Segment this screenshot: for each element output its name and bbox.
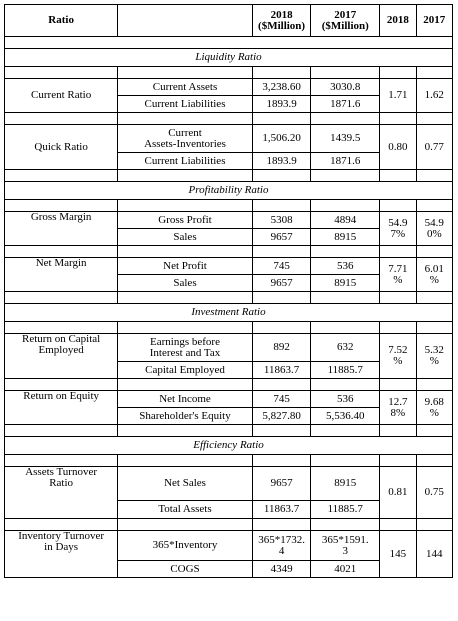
denominator-label: Sales bbox=[118, 275, 253, 292]
section-profitability bbox=[5, 182, 453, 200]
section-investment bbox=[5, 304, 453, 322]
header-2017: 2017 bbox=[416, 5, 452, 37]
value-2017: 1439.5 bbox=[311, 125, 380, 153]
ratio-name: Return on Equity bbox=[5, 391, 118, 425]
header-2017-million: 2017 ($Million) bbox=[311, 5, 380, 37]
row-inventory-days-num bbox=[5, 531, 453, 561]
denominator-label: Sales bbox=[118, 229, 253, 246]
denominator-label: Shareholder's Equity bbox=[118, 408, 253, 425]
spacer-row bbox=[5, 379, 453, 391]
section-title: Efficiency Ratio bbox=[5, 437, 453, 455]
spacer-row bbox=[5, 170, 453, 182]
value-2018: 1,506.20 bbox=[252, 125, 311, 153]
value-2018: 9657 bbox=[252, 229, 311, 246]
numerator-label: Net Profit bbox=[118, 258, 253, 275]
spacer-row bbox=[5, 246, 453, 258]
ratio-2018: 0.81 bbox=[380, 467, 416, 519]
section-efficiency bbox=[5, 437, 453, 455]
row-roe-num bbox=[5, 391, 453, 408]
spacer-row bbox=[5, 455, 453, 467]
value-2018: 5308 bbox=[252, 212, 311, 229]
ratio-2017: 9.68 % bbox=[416, 391, 452, 425]
spacer-row bbox=[5, 200, 453, 212]
row-asset-turnover-num bbox=[5, 467, 453, 501]
spacer-row bbox=[5, 322, 453, 334]
ratio-name: Assets Turnover Ratio bbox=[5, 467, 118, 519]
spacer-row bbox=[5, 425, 453, 437]
ratio-2017: 54.9 0% bbox=[416, 212, 452, 246]
numerator-label: 365*Inventory bbox=[118, 531, 253, 561]
ratio-2018: 7.52 % bbox=[380, 334, 416, 379]
header-ratio: Ratio bbox=[5, 5, 118, 37]
section-title: Profitability Ratio bbox=[5, 182, 453, 200]
denominator-label: Total Assets bbox=[118, 501, 253, 519]
spacer-row bbox=[5, 519, 453, 531]
ratio-2018: 7.71 % bbox=[380, 258, 416, 292]
numerator-label: Earnings before Interest and Tax bbox=[118, 334, 253, 362]
value-2017: 3030.8 bbox=[311, 79, 380, 96]
value-2018: 745 bbox=[252, 391, 311, 408]
value-2018: 11863.7 bbox=[252, 362, 311, 379]
denominator-label: COGS bbox=[118, 561, 253, 578]
spacer-row bbox=[5, 292, 453, 304]
denominator-label: Current Liabilities bbox=[118, 153, 253, 170]
ratio-2018: 145 bbox=[380, 531, 416, 578]
header-2018-million: 2018 ($Million) bbox=[252, 5, 311, 37]
value-2018: 9657 bbox=[252, 467, 311, 501]
ratio-2018: 54.9 7% bbox=[380, 212, 416, 246]
ratio-2017: 0.75 bbox=[416, 467, 452, 519]
value-2017: 11885.7 bbox=[311, 362, 380, 379]
ratio-name: Return on Capital Employed bbox=[5, 334, 118, 379]
section-liquidity bbox=[5, 49, 453, 67]
row-gross-margin-num bbox=[5, 212, 453, 229]
value-2018: 1893.9 bbox=[252, 96, 311, 113]
value-2018: 365*1732. 4 bbox=[252, 531, 311, 561]
value-2017: 8915 bbox=[311, 467, 380, 501]
ratio-name: Gross Margin bbox=[5, 212, 118, 246]
row-net-margin-num bbox=[5, 258, 453, 275]
numerator-label: Current Assets-Inventories bbox=[118, 125, 253, 153]
value-2017: 8915 bbox=[311, 275, 380, 292]
value-2017: 632 bbox=[311, 334, 380, 362]
denominator-label: Current Liabilities bbox=[118, 96, 253, 113]
value-2017: 365*1591. 3 bbox=[311, 531, 380, 561]
value-2017: 5,536.40 bbox=[311, 408, 380, 425]
row-current-ratio-num bbox=[5, 79, 453, 96]
spacer-row bbox=[5, 113, 453, 125]
numerator-label: Net Sales bbox=[118, 467, 253, 501]
ratio-2018: 12.7 8% bbox=[380, 391, 416, 425]
ratio-2018: 0.80 bbox=[380, 125, 416, 170]
value-2018: 892 bbox=[252, 334, 311, 362]
ratio-2017: 144 bbox=[416, 531, 452, 578]
value-2018: 5,827.80 bbox=[252, 408, 311, 425]
ratio-name: Quick Ratio bbox=[5, 125, 118, 170]
value-2018: 3,238.60 bbox=[252, 79, 311, 96]
ratio-name: Net Margin bbox=[5, 258, 118, 292]
ratio-name: Inventory Turnover in Days bbox=[5, 531, 118, 578]
header-2018: 2018 bbox=[380, 5, 416, 37]
section-title: Liquidity Ratio bbox=[5, 49, 453, 67]
numerator-label: Current Assets bbox=[118, 79, 253, 96]
value-2017: 1871.6 bbox=[311, 96, 380, 113]
value-2017: 536 bbox=[311, 391, 380, 408]
ratio-name: Current Ratio bbox=[5, 79, 118, 113]
header-row bbox=[5, 5, 453, 37]
value-2017: 11885.7 bbox=[311, 501, 380, 519]
value-2017: 1871.6 bbox=[311, 153, 380, 170]
numerator-label: Net Income bbox=[118, 391, 253, 408]
row-roce-num bbox=[5, 334, 453, 362]
spacer-row bbox=[5, 37, 453, 49]
spacer-row bbox=[5, 67, 453, 79]
value-2017: 8915 bbox=[311, 229, 380, 246]
header-blank bbox=[118, 5, 253, 37]
denominator-label: Capital Employed bbox=[118, 362, 253, 379]
value-2018: 9657 bbox=[252, 275, 311, 292]
ratio-2017: 5.32 % bbox=[416, 334, 452, 379]
numerator-label: Gross Profit bbox=[118, 212, 253, 229]
value-2017: 536 bbox=[311, 258, 380, 275]
ratio-2017: 1.62 bbox=[416, 79, 452, 113]
ratio-2017: 6.01 % bbox=[416, 258, 452, 292]
value-2017: 4021 bbox=[311, 561, 380, 578]
ratio-2018: 1.71 bbox=[380, 79, 416, 113]
ratio-2017: 0.77 bbox=[416, 125, 452, 170]
value-2018: 745 bbox=[252, 258, 311, 275]
section-title: Investment Ratio bbox=[5, 304, 453, 322]
value-2018: 1893.9 bbox=[252, 153, 311, 170]
value-2018: 11863.7 bbox=[252, 501, 311, 519]
row-quick-ratio-num bbox=[5, 125, 453, 153]
value-2017: 4894 bbox=[311, 212, 380, 229]
value-2018: 4349 bbox=[252, 561, 311, 578]
ratio-table bbox=[4, 4, 453, 578]
